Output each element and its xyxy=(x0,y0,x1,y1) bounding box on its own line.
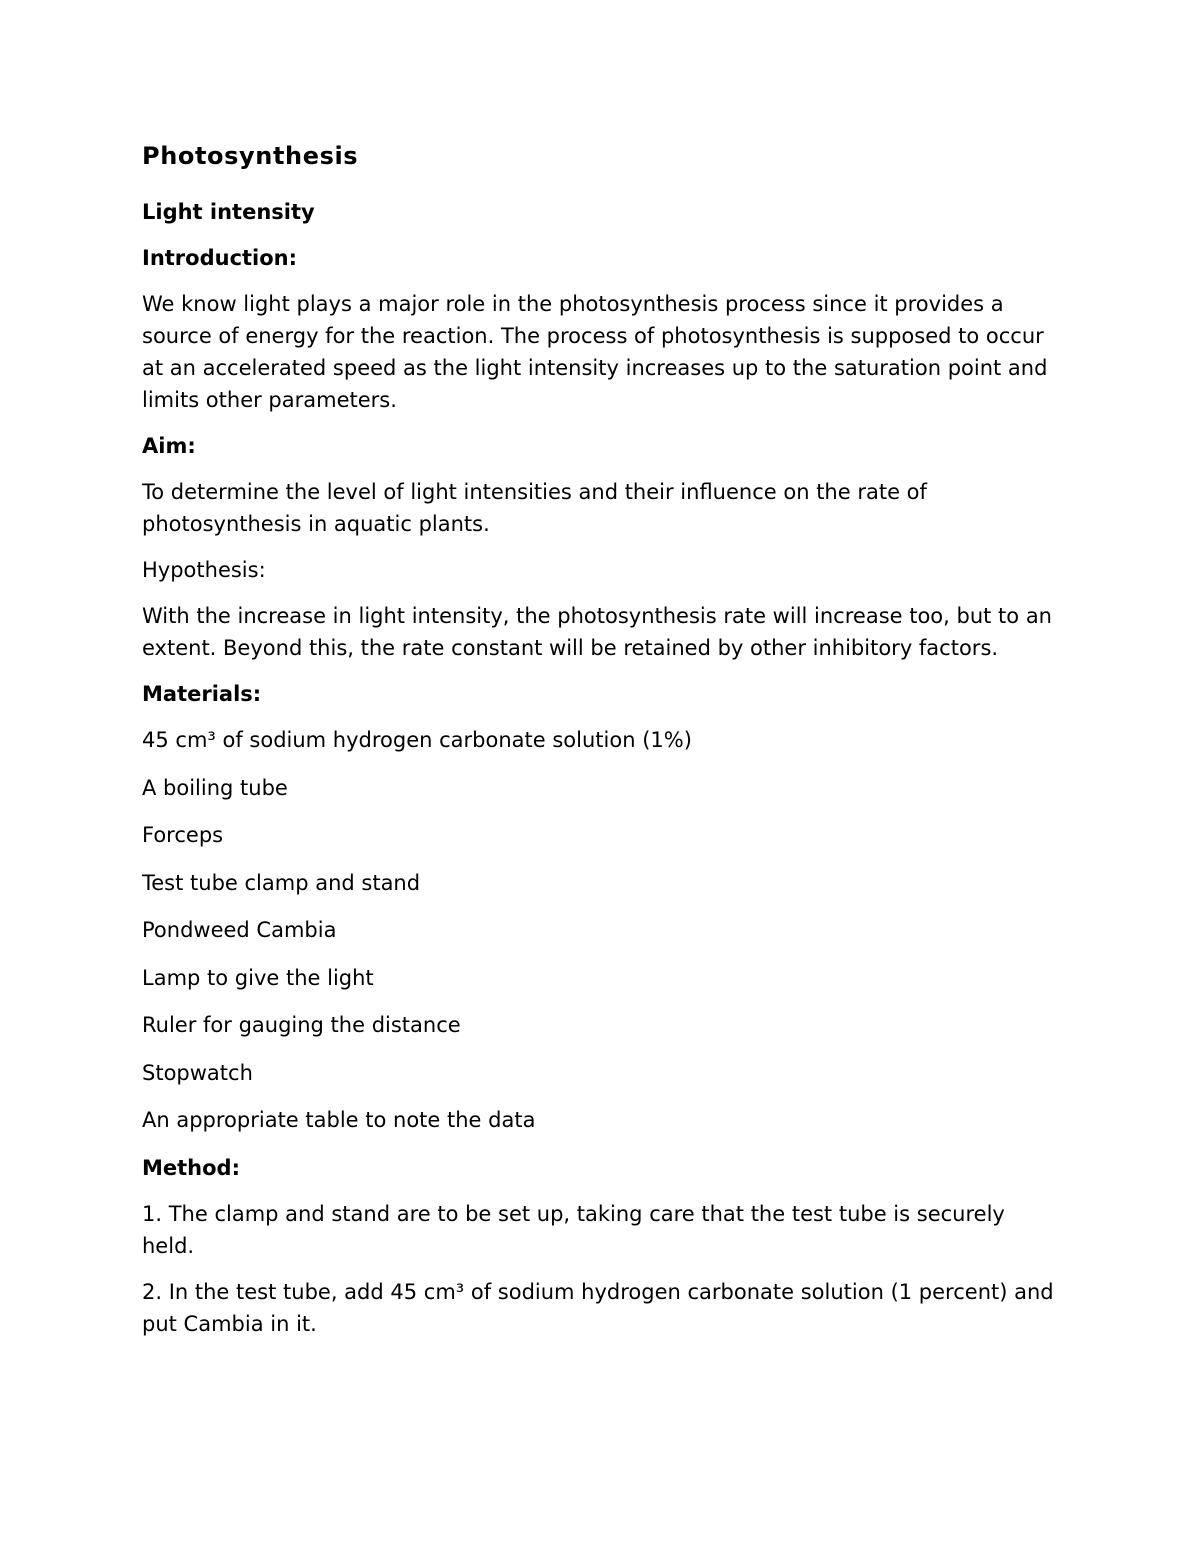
list-item: 45 cm³ of sodium hydrogen carbonate solution (1%) xyxy=(142,728,692,752)
list-item: Lamp to give the light xyxy=(142,965,374,990)
list-item: Pondweed Cambia xyxy=(142,918,337,942)
list-item: A boiling tube xyxy=(142,775,288,800)
subtitle-heading: Light intensity xyxy=(142,200,315,224)
list-item: Stopwatch xyxy=(142,1060,253,1085)
method-heading: Method: xyxy=(142,1155,240,1180)
hypothesis-heading: Hypothesis: xyxy=(142,558,266,582)
hypothesis-paragraph: With the increase in light intensity, the photosynthesis rate will increase too, but to an extent. Beyond this, the rate constant will be retained by other inhibitory factors. xyxy=(142,604,1052,660)
document-page xyxy=(142,138,1062,1354)
materials-list xyxy=(142,724,1062,1136)
list-item: Forceps xyxy=(142,823,224,847)
list-item: Test tube clamp and stand xyxy=(142,870,421,895)
aim-paragraph: To determine the level of light intensities and their influence on the rate of photosynthesis in aquatic plants. xyxy=(142,480,927,536)
list-item: Ruler for gauging the distance xyxy=(142,1013,461,1037)
introduction-paragraph: We know light plays a major role in the photosynthesis process since it provides a source of energy for the reaction. The process of photosynthesis is supposed to occur at an accelerated speed as the light intensity increases up to the saturation point and limits other parameters. xyxy=(142,292,1048,412)
document-title: Photosynthesis xyxy=(142,142,359,170)
materials-heading: Materials: xyxy=(142,682,262,706)
list-item: An appropriate table to note the data xyxy=(142,1108,536,1132)
method-step: 1. The clamp and stand are to be set up, taking care that the test tube is securely held. xyxy=(142,1201,1005,1258)
introduction-heading: Introduction: xyxy=(142,246,298,270)
method-step: 2. In the test tube, add 45 cm³ of sodium hydrogen carbonate solution (1 percent) and put Cambia in it. xyxy=(142,1279,1054,1336)
aim-heading: Aim: xyxy=(142,434,196,458)
method-steps xyxy=(142,1198,1062,1340)
